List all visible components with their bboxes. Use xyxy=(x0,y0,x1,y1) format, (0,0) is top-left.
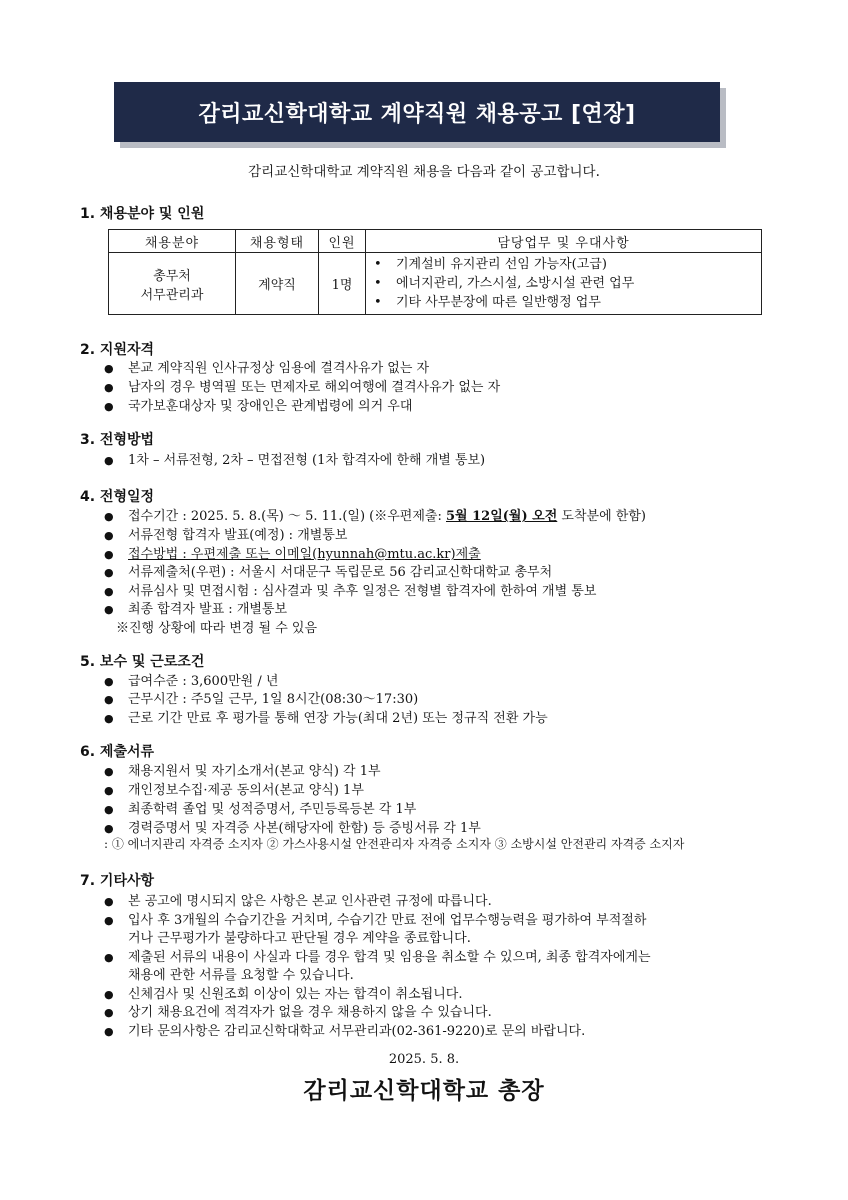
field-line-2: 서무관리과 xyxy=(140,287,204,303)
col-header-field: 채용분야 xyxy=(109,230,236,253)
cell-count: 1명 xyxy=(319,253,366,315)
intro-text: 감리교신학대학교 계약직원 채용을 다음과 같이 공고합니다. xyxy=(248,164,600,180)
duty-item: • 기계설비 유지관리 선임 가능자(고급) xyxy=(374,255,761,274)
list-item: ● 상기 채용요건에 적격자가 없을 경우 채용하지 않을 수 있습니다. xyxy=(104,1001,492,1020)
list-item: ● 서류심사 및 면접시험 : 심사결과 및 추후 일정은 전형별 합격자에 한하여 개별 통보 xyxy=(104,580,596,599)
col-header-type: 채용형태 xyxy=(236,230,319,253)
list-item: ● 남자의 경우 병역필 또는 면제자로 해외여행에 결격사유가 없는 자 xyxy=(104,376,500,395)
section-3-heading: 3. 전형방법 xyxy=(80,432,155,448)
method-label: 접수방법 : xyxy=(128,547,191,562)
list-item: ● 급여수준 : 3,600만원 / 년 xyxy=(104,670,278,689)
section-5-heading: 5. 보수 및 근로조건 xyxy=(80,654,205,670)
list-item-period xyxy=(104,505,646,524)
duty-item: • 기타 사무분장에 따른 일반행정 업무 xyxy=(374,293,761,312)
list-item: ● 최종 합격자 발표 : 개별통보 xyxy=(104,598,287,617)
list-item: ● 서류제출처(우편) : 서울시 서대문구 독립문로 56 감리교신학대학교 총무처 xyxy=(104,561,552,580)
list-item: ● 최종학력 졸업 및 성적증명서, 주민등록등본 각 1부 xyxy=(104,798,416,817)
method-value: 우편제출 또는 이메일(hyunnah@mtu.ac.kr)제출 xyxy=(190,547,481,562)
list-item: ● 본 공고에 명시되지 않은 사항은 본교 인사관련 규정에 따릅니다. xyxy=(104,890,492,909)
section-4-heading: 4. 전형일정 xyxy=(80,489,155,505)
col-header-count: 인원 xyxy=(319,230,366,253)
list-item: ● 기타 문의사항은 감리교신학대학교 서무관리과(02-361-9220)로 문의 바랍니다. xyxy=(104,1020,585,1039)
schedule-note: ※진행 상황에 따라 변경 될 수 있음 xyxy=(116,621,318,636)
postal-deadline: 5월 12일(월) 오전 xyxy=(446,509,558,524)
list-item-method xyxy=(104,543,481,562)
section-1-heading: 1. 채용분야 및 인원 xyxy=(80,206,205,222)
col-header-duties: 담당업무 및 우대사항 xyxy=(366,230,762,253)
field-line-1: 총무처 xyxy=(153,268,191,284)
list-item-continuation: 거나 근무평가가 불량하다고 판단될 경우 계약을 종료합니다. xyxy=(128,931,471,946)
list-item: ● 채용지원서 및 자기소개서(본교 양식) 각 1부 xyxy=(104,760,381,779)
list-item: ● 신체검사 및 신원조회 이상이 있는 자는 합격이 취소됩니다. xyxy=(104,983,462,1002)
list-item: ● 개인정보수집·제공 동의서(본교 양식) 1부 xyxy=(104,779,364,798)
cell-duties xyxy=(366,253,762,315)
list-item: ● 경력증명서 및 자격증 사본(해당자에 한함) 등 증빙서류 각 1부 xyxy=(104,817,481,836)
signature: 감리교신학대학교 총장 xyxy=(303,1077,545,1104)
section-2-heading: 2. 지원자격 xyxy=(80,342,155,358)
page-title: 감리교신학대학교 계약직원 채용공고 [연장] xyxy=(114,82,720,142)
title-banner xyxy=(114,82,726,148)
list-item: ● 서류전형 합격자 발표(예정) : 개별통보 xyxy=(104,524,347,543)
section-7-heading: 7. 기타사항 xyxy=(80,873,155,889)
cell-type: 계약직 xyxy=(236,253,319,315)
list-item: ● 본교 계약직원 인사규정상 임용에 결격사유가 없는 자 xyxy=(104,357,429,376)
list-item: ● 근로 기간 만료 후 평가를 통해 연장 가능(최대 2년) 또는 정규직 전환 가능 xyxy=(104,707,548,726)
section-6-heading: 6. 제출서류 xyxy=(80,744,155,760)
list-item: ● 제출된 서류의 내용이 사실과 다를 경우 합격 및 임용을 취소할 수 있으며, 최종 합격자에게는 xyxy=(104,946,651,965)
recruitment-table xyxy=(108,229,762,315)
list-item: ● 국가보훈대상자 및 장애인은 관계법령에 의거 우대 xyxy=(104,395,412,414)
period-suffix: 도착분에 한함) xyxy=(557,509,646,524)
certificate-list: : ① 에너지관리 자격증 소지자 ② 가스사용시설 안전관리자 자격증 소지자 ③ 소방시설 안전관리 자격증 소지자 xyxy=(104,837,685,851)
cell-field xyxy=(109,253,236,315)
list-item-continuation: 채용에 관한 서류를 요청할 수 있습니다. xyxy=(128,968,354,983)
duty-item: • 에너지관리, 가스시설, 소방시설 관련 업무 xyxy=(374,274,761,293)
list-item: ● 1차 – 서류전형, 2차 – 면접전형 (1차 합격자에 한해 개별 통보) xyxy=(104,449,485,468)
period-text: 접수기간 : 2025. 5. 8.(목) ～ 5. 11.(일) (※우편제출: xyxy=(128,509,446,524)
list-item: ● 근무시간 : 주5일 근무, 1일 8시간(08:30～17:30) xyxy=(104,688,418,707)
notice-date: 2025. 5. 8. xyxy=(388,1052,460,1067)
list-item: ● 입사 후 3개월의 수습기간을 거치며, 수습기간 만료 전에 업무수행능력을 평가하여 부적절하 xyxy=(104,909,646,928)
